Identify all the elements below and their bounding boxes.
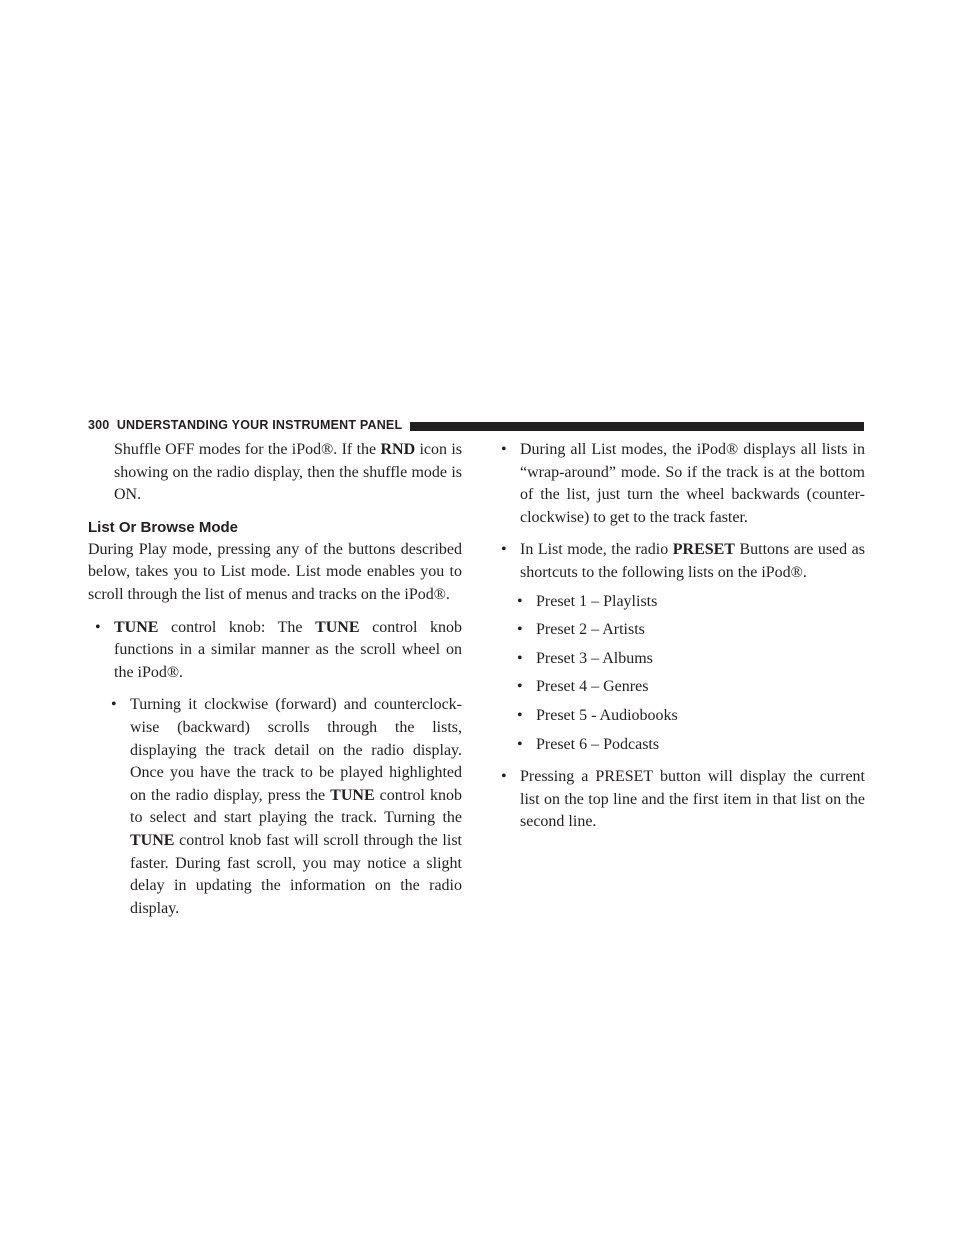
shuffle-paragraph: Shuffle OFF modes for the iPod®. If the RND icon is showing on the radio display, then the shuffle mode is ON.	[114, 441, 463, 504]
bullet-icon: •	[501, 541, 507, 559]
list-mode-paragraph: During Play mode, pressing any of the buttons described below, takes you to List mode. List mode enables you to scroll through the list of menus and tracks on the iPod®.	[88, 540, 462, 603]
bullet-icon: •	[501, 768, 507, 786]
page-header	[88, 418, 864, 432]
preset-item: • Preset 3 – Albums	[494, 648, 865, 671]
pressing-preset-bullet: • Pressing a PRESET button will display the current list on the top line and the first item in that list on the second line.	[501, 768, 865, 831]
preset-item: • Preset 4 – Genres	[494, 676, 865, 699]
bullet-icon: •	[517, 706, 523, 724]
bullet-icon: •	[517, 735, 523, 753]
rnd-label: RND	[380, 441, 416, 458]
bullet-icon: •	[517, 678, 523, 696]
left-column	[88, 439, 462, 920]
bullet-icon: •	[95, 618, 101, 636]
wrap-around-bullet: • During all List modes, the iPod® displays all lists in “wrap-around” mode. So if the track is at the bottom of the list, just turn the wheel backwards (counter-clockwise) to get to the track faster.	[501, 441, 865, 526]
preset-item: • Preset 5 - Audiobooks	[494, 705, 865, 728]
bullet-icon: •	[501, 441, 507, 458]
turning-sub-bullet: • Turning it clockwise (forward) and counterclock-wise (backward) scrolls through the lists, displaying the track detail on the radio display. Once you have the track to be played highlighted on the radio display, press the TUNE control knob to select and start playing the track. Turning the TUNE control knob fast will scroll through the list faster. During fast scroll, you may notice a slight delay in updating the information on the radio display.	[111, 696, 462, 917]
bullet-icon: •	[517, 649, 523, 667]
preset-item: • Preset 2 – Artists	[494, 619, 865, 642]
header-rule	[410, 422, 864, 431]
preset-item: • Preset 6 – Podcasts	[494, 734, 865, 757]
right-column	[494, 439, 865, 834]
page-header-label	[88, 418, 410, 432]
bullet-icon: •	[517, 621, 523, 639]
section-heading: List Or Browse Mode	[88, 518, 239, 536]
preset-item: • Preset 1 – Playlists	[494, 591, 865, 614]
section-title: UNDERSTANDING YOUR INSTRUMENT PANEL	[116, 418, 403, 432]
tune-bullet: • TUNE control knob: The TUNE control knob functions in a similar manner as the scroll wheel on the iPod®.	[95, 618, 462, 681]
preset-buttons-bullet: • In List mode, the radio PRESET Buttons are used as shortcuts to the following lists on the iPod®.	[501, 541, 865, 581]
bullet-icon: •	[111, 696, 117, 714]
bullet-icon: •	[517, 592, 523, 610]
page-number: 300	[88, 418, 110, 432]
